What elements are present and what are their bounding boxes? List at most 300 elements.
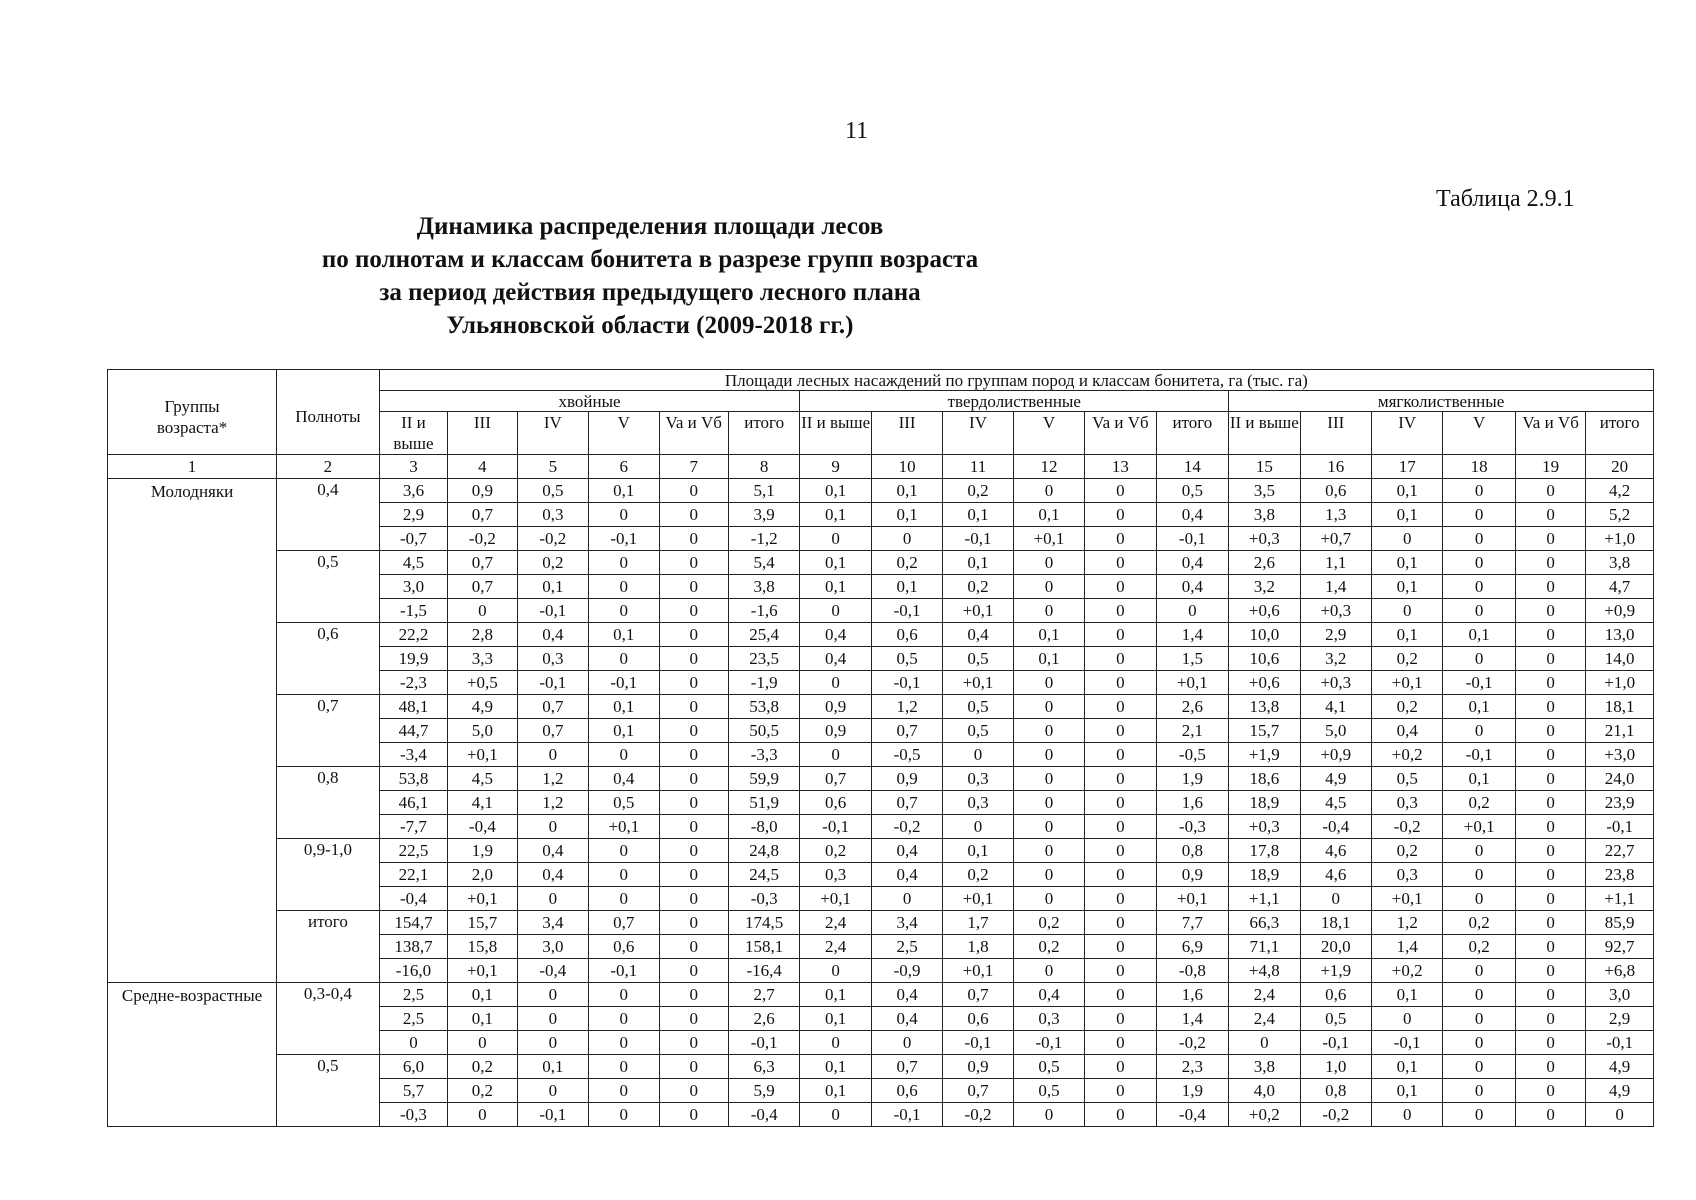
table-cell: 0 bbox=[448, 1103, 517, 1127]
table-cell: 48,1 bbox=[379, 695, 447, 719]
table-cell: 0 bbox=[871, 1031, 942, 1055]
table-cell: +1,1 bbox=[1229, 887, 1300, 911]
table-cell: -0,4 bbox=[517, 959, 588, 983]
table-cell: 4,2 bbox=[1586, 479, 1654, 503]
table-cell: 0,2 bbox=[1443, 911, 1515, 935]
table-cell: 0,1 bbox=[800, 575, 871, 599]
table-cell: 0,1 bbox=[1372, 551, 1443, 575]
table-cell: 4,5 bbox=[1300, 791, 1371, 815]
table-cell: 0,4 bbox=[517, 863, 588, 887]
table-cell: 0 bbox=[1443, 1031, 1515, 1055]
table-cell: 0 bbox=[800, 1031, 871, 1055]
table-cell: 0,1 bbox=[1013, 623, 1084, 647]
table-cell: -0,5 bbox=[1156, 743, 1228, 767]
table-cell: 0 bbox=[1372, 599, 1443, 623]
header-polnoty: Полноты bbox=[277, 370, 380, 455]
table-cell: -1,5 bbox=[379, 599, 447, 623]
table-cell: 4,5 bbox=[379, 551, 447, 575]
table-cell: 0,7 bbox=[871, 1055, 942, 1079]
table-cell: 2,9 bbox=[379, 503, 447, 527]
column-number: 5 bbox=[517, 455, 588, 479]
table-cell: 0 bbox=[1443, 527, 1515, 551]
table-cell: 0,3 bbox=[517, 647, 588, 671]
table-cell: +1,0 bbox=[1586, 671, 1654, 695]
table-cell: 3,0 bbox=[517, 935, 588, 959]
table-cell: -1,6 bbox=[728, 599, 799, 623]
table-cell: -0,1 bbox=[1372, 1031, 1443, 1055]
table-label: Таблица 2.9.1 bbox=[1436, 186, 1575, 212]
table-cell: 0 bbox=[1443, 719, 1515, 743]
table-cell: 0 bbox=[1372, 1007, 1443, 1031]
table-cell: 7,7 bbox=[1156, 911, 1228, 935]
table-cell: 15,8 bbox=[448, 935, 517, 959]
table-cell: 0,4 bbox=[589, 767, 659, 791]
table-cell: 19,9 bbox=[379, 647, 447, 671]
table-cell: 0,6 bbox=[1300, 479, 1371, 503]
table-cell: +0,1 bbox=[943, 671, 1013, 695]
table-cell: 85,9 bbox=[1586, 911, 1654, 935]
table-cell: 53,8 bbox=[728, 695, 799, 719]
table-cell: 1,3 bbox=[1300, 503, 1371, 527]
table-cell: 2,9 bbox=[1300, 623, 1371, 647]
table-cell: 4,1 bbox=[1300, 695, 1371, 719]
table-cell: 10,0 bbox=[1229, 623, 1300, 647]
table-cell: +0,1 bbox=[448, 743, 517, 767]
table-cell: 18,9 bbox=[1229, 863, 1300, 887]
table-cell: -0,1 bbox=[800, 815, 871, 839]
table-cell: 0 bbox=[871, 887, 942, 911]
title-line: Ульяновской области (2009-2018 гг.) bbox=[446, 312, 854, 339]
table-cell: 0 bbox=[589, 983, 659, 1007]
table-cell: -0,1 bbox=[589, 671, 659, 695]
table-cell: 0 bbox=[1515, 719, 1585, 743]
table-cell: 21,1 bbox=[1586, 719, 1654, 743]
column-number: 16 bbox=[1300, 455, 1371, 479]
polnota-label: 0,8 bbox=[277, 767, 380, 839]
table-cell: 0,1 bbox=[589, 479, 659, 503]
table-cell: 0 bbox=[1013, 863, 1084, 887]
table-cell: 0,2 bbox=[1372, 695, 1443, 719]
table-cell: -3,4 bbox=[379, 743, 447, 767]
polnota-label: 0,6 bbox=[277, 623, 380, 695]
table-cell: 3,8 bbox=[1229, 503, 1300, 527]
table-cell: 0 bbox=[1515, 1031, 1585, 1055]
table-cell: 0,9 bbox=[871, 767, 942, 791]
header-bonitet-class: Va и Vб bbox=[659, 412, 728, 455]
table-cell: 3,4 bbox=[517, 911, 588, 935]
table-cell: 0 bbox=[1515, 863, 1585, 887]
table-cell: 0 bbox=[1515, 575, 1585, 599]
document-title bbox=[0, 210, 1300, 342]
table-cell: 0 bbox=[1085, 815, 1156, 839]
table-cell: -0,1 bbox=[1013, 1031, 1084, 1055]
title-line: за период действия предыдущего лесного плана bbox=[379, 279, 921, 306]
table-cell: 0,5 bbox=[943, 647, 1013, 671]
table-cell: 6,3 bbox=[728, 1055, 799, 1079]
table-cell: +0,2 bbox=[1372, 743, 1443, 767]
table-cell: 0 bbox=[659, 1079, 728, 1103]
table-cell: 22,2 bbox=[379, 623, 447, 647]
table-cell: 0 bbox=[943, 743, 1013, 767]
table-cell: 1,4 bbox=[1156, 623, 1228, 647]
table-cell: 0 bbox=[943, 815, 1013, 839]
table-cell: 0,4 bbox=[1013, 983, 1084, 1007]
table-cell: 0 bbox=[800, 743, 871, 767]
table-cell: 0,6 bbox=[1300, 983, 1371, 1007]
column-number: 2 bbox=[277, 455, 380, 479]
table-cell: 0 bbox=[659, 743, 728, 767]
table-cell: 0,1 bbox=[589, 623, 659, 647]
table-cell: +0,1 bbox=[1013, 527, 1084, 551]
table-cell: -0,4 bbox=[379, 887, 447, 911]
table-cell: 0 bbox=[800, 1103, 871, 1127]
table-cell: 0,7 bbox=[871, 719, 942, 743]
table-cell: -0,2 bbox=[448, 527, 517, 551]
table-cell: -0,9 bbox=[871, 959, 942, 983]
table-cell: 0 bbox=[1515, 1103, 1585, 1127]
table-cell: 1,6 bbox=[1156, 791, 1228, 815]
header-bonitet-class: V bbox=[1443, 412, 1515, 455]
table-cell: -0,1 bbox=[517, 1103, 588, 1127]
header-bonitet-class: V bbox=[589, 412, 659, 455]
table-cell: 0 bbox=[1013, 575, 1084, 599]
table-cell: 0,1 bbox=[871, 479, 942, 503]
table-cell: 0,1 bbox=[800, 1079, 871, 1103]
table-cell: -16,4 bbox=[728, 959, 799, 983]
table-cell: 0 bbox=[517, 743, 588, 767]
table-cell: -0,4 bbox=[1156, 1103, 1228, 1127]
table-cell: 0 bbox=[1443, 1079, 1515, 1103]
table-cell: 0 bbox=[1372, 527, 1443, 551]
table-cell: 0,3 bbox=[1372, 863, 1443, 887]
table-cell: 0 bbox=[1515, 1055, 1585, 1079]
table-cell: 0,1 bbox=[800, 503, 871, 527]
table-cell: +1,9 bbox=[1229, 743, 1300, 767]
table-cell: 0,5 bbox=[943, 695, 1013, 719]
table-cell: 2,8 bbox=[448, 623, 517, 647]
table-cell: 1,9 bbox=[448, 839, 517, 863]
table-cell: 0,1 bbox=[517, 1055, 588, 1079]
table-cell: 0 bbox=[659, 815, 728, 839]
table-cell: 0 bbox=[589, 1007, 659, 1031]
table-cell: -0,1 bbox=[589, 959, 659, 983]
column-number: 7 bbox=[659, 455, 728, 479]
table-cell: 2,3 bbox=[1156, 1055, 1228, 1079]
table-cell: 24,5 bbox=[728, 863, 799, 887]
table-cell: 138,7 bbox=[379, 935, 447, 959]
table-cell: 18,9 bbox=[1229, 791, 1300, 815]
table-cell: 0,1 bbox=[800, 983, 871, 1007]
table-cell: 0,9 bbox=[943, 1055, 1013, 1079]
table-cell: 24,8 bbox=[728, 839, 799, 863]
table-cell: 0 bbox=[1586, 1103, 1654, 1127]
table-cell: 0 bbox=[659, 575, 728, 599]
column-number: 10 bbox=[871, 455, 942, 479]
table-cell: 2,4 bbox=[800, 911, 871, 935]
table-cell: 0,5 bbox=[871, 647, 942, 671]
table-cell: 1,0 bbox=[1300, 1055, 1371, 1079]
table-cell: 0 bbox=[1085, 1103, 1156, 1127]
table-cell: 3,4 bbox=[871, 911, 942, 935]
table-cell: 0,1 bbox=[943, 839, 1013, 863]
table-cell: 0,5 bbox=[1372, 767, 1443, 791]
table-cell: +1,9 bbox=[1300, 959, 1371, 983]
table-cell: 0 bbox=[517, 1079, 588, 1103]
table-cell: 1,2 bbox=[871, 695, 942, 719]
table-cell: 15,7 bbox=[448, 911, 517, 935]
table-cell: 0 bbox=[800, 959, 871, 983]
header-bonitet-class: итого bbox=[728, 412, 799, 455]
table-cell: 0 bbox=[659, 959, 728, 983]
table-row bbox=[108, 623, 1654, 647]
table-cell: 0 bbox=[1443, 1007, 1515, 1031]
age-group-label: Средне-возрастные bbox=[108, 983, 277, 1127]
table-cell: 22,5 bbox=[379, 839, 447, 863]
table-cell: +0,1 bbox=[1156, 671, 1228, 695]
table-cell: 0,3 bbox=[1372, 791, 1443, 815]
table-cell: 0,4 bbox=[517, 623, 588, 647]
table-cell: -0,1 bbox=[1586, 1031, 1654, 1055]
table-cell: 0,5 bbox=[1013, 1079, 1084, 1103]
column-number: 1 bbox=[108, 455, 277, 479]
table-cell: 3,6 bbox=[379, 479, 447, 503]
table-cell: 4,9 bbox=[1586, 1079, 1654, 1103]
table-cell: -0,1 bbox=[871, 599, 942, 623]
table-cell: 53,8 bbox=[379, 767, 447, 791]
table-cell: 0,2 bbox=[1372, 839, 1443, 863]
table-cell: 10,6 bbox=[1229, 647, 1300, 671]
table-cell: 0 bbox=[1085, 911, 1156, 935]
table-cell: +0,2 bbox=[1372, 959, 1443, 983]
table-cell: 4,6 bbox=[1300, 839, 1371, 863]
table-cell: +0,3 bbox=[1229, 527, 1300, 551]
table-cell: 1,2 bbox=[1372, 911, 1443, 935]
table-cell: 0 bbox=[800, 671, 871, 695]
table-cell: 0,7 bbox=[871, 791, 942, 815]
table-cell: 0 bbox=[1443, 959, 1515, 983]
table-cell: +0,3 bbox=[1300, 599, 1371, 623]
table-cell: -1,9 bbox=[728, 671, 799, 695]
table-cell: 0,2 bbox=[448, 1079, 517, 1103]
table-cell: 0,4 bbox=[1156, 503, 1228, 527]
table-cell: 17,8 bbox=[1229, 839, 1300, 863]
table-cell: 2,9 bbox=[1586, 1007, 1654, 1031]
table-cell: 1,1 bbox=[1300, 551, 1371, 575]
table-cell: 0 bbox=[659, 479, 728, 503]
table-cell: 71,1 bbox=[1229, 935, 1300, 959]
table-cell: 0 bbox=[517, 983, 588, 1007]
table-cell: 0 bbox=[589, 863, 659, 887]
table-cell: 0,5 bbox=[943, 719, 1013, 743]
table-cell: -0,2 bbox=[943, 1103, 1013, 1127]
table-cell: 0 bbox=[1443, 887, 1515, 911]
table-cell: 0 bbox=[1085, 935, 1156, 959]
table-cell: 0 bbox=[1013, 959, 1084, 983]
column-number: 14 bbox=[1156, 455, 1228, 479]
column-number: 13 bbox=[1085, 455, 1156, 479]
table-cell: -0,3 bbox=[728, 887, 799, 911]
table-cell: 0 bbox=[1515, 887, 1585, 911]
table-cell: 0,6 bbox=[800, 791, 871, 815]
table-cell: 3,8 bbox=[1229, 1055, 1300, 1079]
table-cell: +3,0 bbox=[1586, 743, 1654, 767]
table-row bbox=[108, 479, 1654, 503]
table-cell: 0 bbox=[659, 1007, 728, 1031]
table-cell: 0,1 bbox=[448, 983, 517, 1007]
table-cell: 4,9 bbox=[448, 695, 517, 719]
table-cell: 0 bbox=[1443, 863, 1515, 887]
table-cell: 1,8 bbox=[943, 935, 1013, 959]
table-cell: 13,0 bbox=[1586, 623, 1654, 647]
table-row bbox=[108, 767, 1654, 791]
table-cell: 0,4 bbox=[871, 983, 942, 1007]
table-cell: 0,2 bbox=[943, 479, 1013, 503]
table-cell: 4,1 bbox=[448, 791, 517, 815]
table-cell: 0,7 bbox=[943, 1079, 1013, 1103]
header-bonitet-class: II и выше bbox=[379, 412, 447, 455]
table-cell: 46,1 bbox=[379, 791, 447, 815]
table-cell: 0,4 bbox=[871, 839, 942, 863]
table-cell: 0,1 bbox=[871, 503, 942, 527]
column-number: 3 bbox=[379, 455, 447, 479]
header-bonitet-class: III bbox=[871, 412, 942, 455]
table-cell: 2,5 bbox=[871, 935, 942, 959]
table-cell: 0 bbox=[517, 815, 588, 839]
table-cell: 0 bbox=[1515, 695, 1585, 719]
table-cell: 0,7 bbox=[448, 503, 517, 527]
table-cell: 22,7 bbox=[1586, 839, 1654, 863]
table-cell: -0,1 bbox=[1300, 1031, 1371, 1055]
table-cell: 0 bbox=[1515, 815, 1585, 839]
table-cell: 0,1 bbox=[1443, 623, 1515, 647]
table-cell: 23,9 bbox=[1586, 791, 1654, 815]
table-cell: 0,1 bbox=[871, 575, 942, 599]
table-cell: 0,1 bbox=[800, 479, 871, 503]
column-number: 18 bbox=[1443, 455, 1515, 479]
table-cell: 44,7 bbox=[379, 719, 447, 743]
table-cell: 0 bbox=[1085, 479, 1156, 503]
table-cell: -0,1 bbox=[943, 527, 1013, 551]
table-cell: 1,4 bbox=[1156, 1007, 1228, 1031]
table-cell: 0 bbox=[589, 551, 659, 575]
table-cell: 0,7 bbox=[800, 767, 871, 791]
table-cell: 0 bbox=[1085, 647, 1156, 671]
table-cell: 23,8 bbox=[1586, 863, 1654, 887]
table-cell: 2,1 bbox=[1156, 719, 1228, 743]
table-cell: 0,2 bbox=[800, 839, 871, 863]
table-cell: 0 bbox=[1156, 599, 1228, 623]
table-cell: 1,2 bbox=[517, 791, 588, 815]
table-cell: 0,1 bbox=[448, 1007, 517, 1031]
header-bonitet-class: IV bbox=[1372, 412, 1443, 455]
header-conifers: хвойные bbox=[379, 391, 800, 412]
header-bonitet-class: V bbox=[1013, 412, 1084, 455]
table-cell: 0,8 bbox=[1156, 839, 1228, 863]
table-cell: 0,1 bbox=[1443, 767, 1515, 791]
table-cell: +0,1 bbox=[800, 887, 871, 911]
header-bonitet-class: итого bbox=[1586, 412, 1654, 455]
table-cell: 1,4 bbox=[1300, 575, 1371, 599]
table-cell: 5,1 bbox=[728, 479, 799, 503]
table-cell: 0,4 bbox=[871, 1007, 942, 1031]
table-cell: 5,9 bbox=[728, 1079, 799, 1103]
table-cell: 1,7 bbox=[943, 911, 1013, 935]
table-cell: 0 bbox=[1443, 551, 1515, 575]
table-cell: 0,1 bbox=[1372, 479, 1443, 503]
table-cell: 0 bbox=[1013, 1103, 1084, 1127]
table-cell: 5,2 bbox=[1586, 503, 1654, 527]
table-cell: 6,0 bbox=[379, 1055, 447, 1079]
column-number: 17 bbox=[1372, 455, 1443, 479]
table-cell: 0 bbox=[1085, 983, 1156, 1007]
table-cell: 1,4 bbox=[1372, 935, 1443, 959]
table-cell: 0 bbox=[1443, 1103, 1515, 1127]
table-cell: +0,6 bbox=[1229, 671, 1300, 695]
table-cell: 5,7 bbox=[379, 1079, 447, 1103]
table-cell: 0,4 bbox=[1156, 575, 1228, 599]
header-hardwoods: твердолиственные bbox=[800, 391, 1229, 412]
table-cell: +0,3 bbox=[1300, 671, 1371, 695]
table-cell: 0 bbox=[1085, 527, 1156, 551]
table-cell: 3,5 bbox=[1229, 479, 1300, 503]
table-cell: 0 bbox=[1515, 599, 1585, 623]
table-cell: 0 bbox=[659, 527, 728, 551]
table-cell: 50,5 bbox=[728, 719, 799, 743]
table-cell: 0 bbox=[1085, 623, 1156, 647]
table-cell: 2,6 bbox=[728, 1007, 799, 1031]
table-cell: 0 bbox=[1085, 695, 1156, 719]
table-cell: 92,7 bbox=[1586, 935, 1654, 959]
table-cell: -0,2 bbox=[1156, 1031, 1228, 1055]
table-cell: 2,5 bbox=[379, 983, 447, 1007]
table-cell: 0 bbox=[659, 767, 728, 791]
table-cell: 0 bbox=[659, 839, 728, 863]
table-cell: 0,5 bbox=[589, 791, 659, 815]
table-cell: 0 bbox=[1443, 575, 1515, 599]
table-cell: 0,1 bbox=[943, 551, 1013, 575]
polnota-label: 0,3-0,4 bbox=[277, 983, 380, 1055]
table-cell: -0,4 bbox=[1300, 815, 1371, 839]
table-cell: 1,6 bbox=[1156, 983, 1228, 1007]
table-cell: 3,8 bbox=[728, 575, 799, 599]
table-cell: 0 bbox=[800, 527, 871, 551]
table-cell: 0 bbox=[517, 887, 588, 911]
header-bonitet-class: Va и Vб bbox=[1515, 412, 1585, 455]
table-cell: 0 bbox=[659, 599, 728, 623]
table-cell: 0,6 bbox=[871, 623, 942, 647]
table-row bbox=[108, 551, 1654, 575]
table-cell: 0,2 bbox=[517, 551, 588, 575]
table-cell: 2,7 bbox=[728, 983, 799, 1007]
table-cell: 0 bbox=[589, 599, 659, 623]
table-cell: 0,9 bbox=[800, 695, 871, 719]
table-cell: 0 bbox=[1085, 503, 1156, 527]
table-cell: 0 bbox=[1085, 743, 1156, 767]
table-cell: 2,6 bbox=[1156, 695, 1228, 719]
table-cell: 0 bbox=[1013, 719, 1084, 743]
table-cell: 0 bbox=[1013, 839, 1084, 863]
table-cell: 0,2 bbox=[943, 863, 1013, 887]
table-cell: 0 bbox=[659, 863, 728, 887]
table-cell: 0,3 bbox=[800, 863, 871, 887]
table-row bbox=[108, 911, 1654, 935]
table-row bbox=[108, 695, 1654, 719]
polnota-label: 0,4 bbox=[277, 479, 380, 551]
table-cell: 0 bbox=[1013, 671, 1084, 695]
table-cell: 0,5 bbox=[1300, 1007, 1371, 1031]
table-cell: 0,7 bbox=[448, 551, 517, 575]
table-cell: 0,1 bbox=[1372, 623, 1443, 647]
